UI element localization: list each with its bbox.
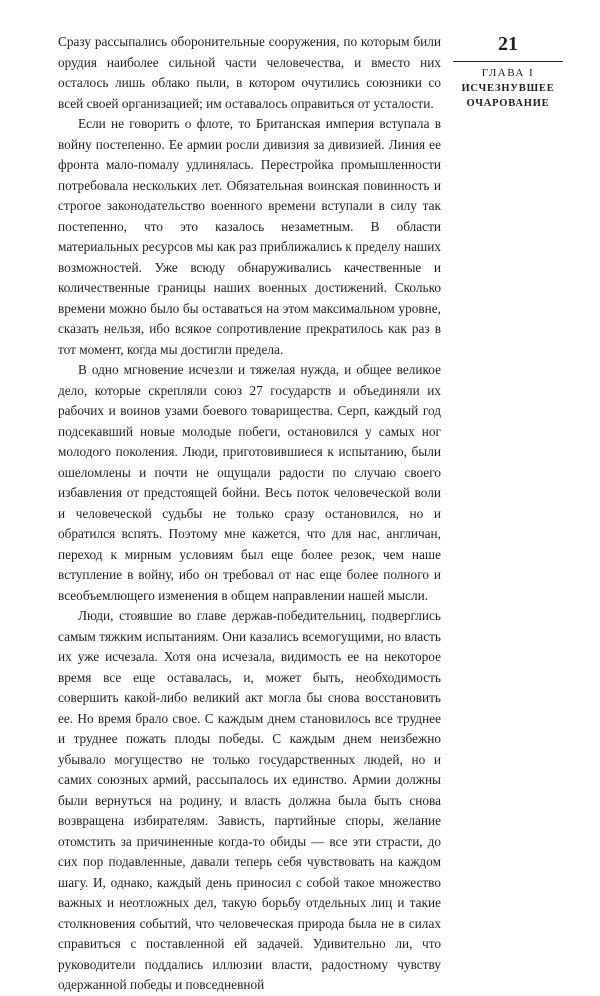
paragraph-1: Сразу рассыпались оборонительные сооружения, по которым били орудия наиболее сильной части человечества, и вместо них осталось лишь облако пыли, в котором очутились союзники со всей своей организацией; им оставалось оправиться от усталости. bbox=[58, 34, 441, 111]
body-text bbox=[58, 32, 441, 996]
chapter-title-line-1: ИСЧЕЗНУВШЕЕ bbox=[461, 83, 555, 94]
chapter-title-line-2: ОЧАРОВАНИЕ bbox=[466, 98, 550, 109]
chapter-title bbox=[453, 81, 563, 111]
chapter-label: ГЛАВА I bbox=[481, 67, 535, 79]
paragraph-3: В одно мгновение исчезли и тяжелая нужда, и общее великое дело, которые скрепляли союз 27 государств и объединяли их рабочих и воинов узами боевого товарищества. Серп, каждый год подсекавший новые молодые побеги, остановился у самых ног молодого поколения. Люди, приготовившиеся к испытанию, были ошеломлены и почти не ощущали радости по случаю своего избавления от предстоящей бойни. Весь поток человеческой воли и человеческой судьбы не только сразу остановился, но и обратился вспять. Поэтому мне кажется, что для нас, англичан, переход к мирным условиям был еще более резок, чем наше вступление в войну, ибо он требовал от нас еще более полного и всеобъемлющего изменения в общем направлении нашей мысли. bbox=[58, 362, 441, 603]
header-rule bbox=[453, 61, 563, 62]
running-header bbox=[453, 32, 563, 111]
paragraph-4: Люди, стоявшие во главе держав-победительниц, подверглись самым тяжким испытаниям. Они казались всемогущими, но власть их уже исчезала. Хотя она исчезала, видимость ее на некоторое время все еще оставалась, и, может быть, необходимость совершить какой-либо великий акт могла бы снова восстановить ее. Но время брало свое. С каждым днем становилось все труднее и труднее пожать плоды победы. С каждым днем неизбежно убывало могущество не только государственных людей, но и самих союзных армий, рассыпалось их единство. Армии должны были вернуться на родину, и власть должна была быть снова возвращена избирателям. Зависть, партийные споры, желание отомстить за причиненные когда-то обиды — все эти страсти, до сих пор подавленные, давали теперь себя чувствовать на каждом шагу. И, однако, каждый день приносил с собой такое множество важных и неотложных дел, такую борьбу отдельных лиц и такие столкновения событий, что человеческая природа была не в силах справиться с поставленной ей задачей. Удивительно ли, что руководители поддались иллюзии власти, радостному чувству одержанной победы и повседневной bbox=[58, 608, 441, 992]
page-number: 21 bbox=[498, 33, 518, 55]
paragraph-2: Если не говорить о флоте, то Британская империя вступала в войну постепенно. Ее армии росли дивизия за дивизией. Линия ее фронта мало-помалу удлинялась. Перестройка промышленности потребовала нескольких лет. Обязательная воинская повинность и строгое законодательство военного времени вступали в силу так постепенно, что это казалось незаметным. В области материальных ресурсов мы как раз приближались к пределу наших возможностей. Уже всюду обнаруживались качественные и количественные границы наших военных достижений. Сколько времени можно было бы оставаться на этом максимальном уровне, сказать нельзя, ибо всякое сопротивление прекратилось как раз в тот момент, когда мы достигли предела. bbox=[58, 116, 441, 357]
